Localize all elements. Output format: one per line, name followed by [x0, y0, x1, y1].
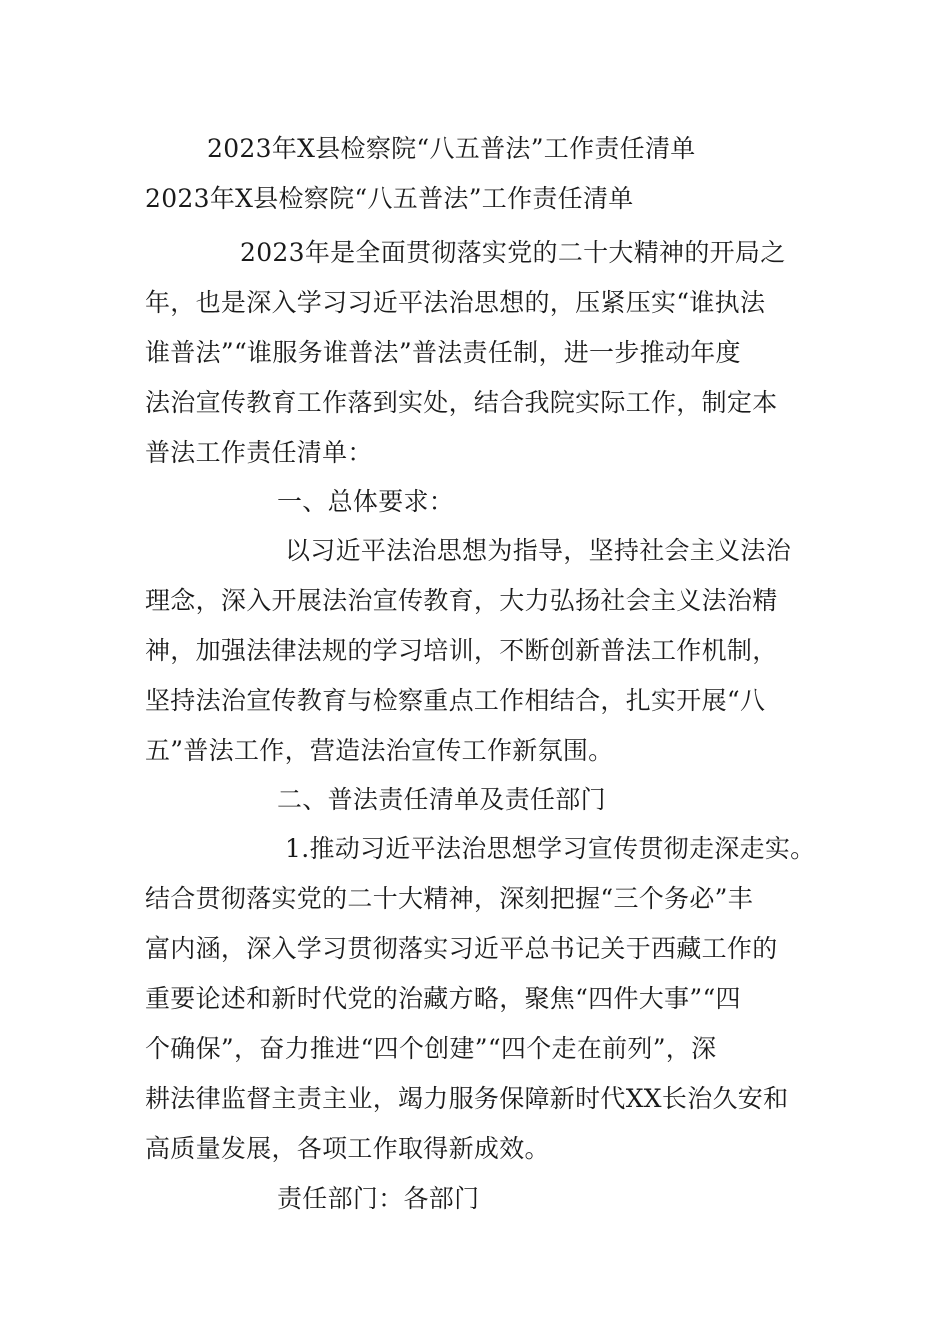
intro-line-5: 普法工作责任清单：	[145, 438, 373, 467]
section1-heading: 一、总体要求：	[277, 487, 455, 516]
intro-line-4: 法治宣传教育工作落到实处，结合我院实际工作，制定本	[145, 388, 778, 417]
section1-line-1: 以习近平法治思想为指导，坚持社会主义法治	[285, 536, 792, 565]
item1-line-3: 富内涵，深入学习贯彻落实习近平总书记关于西藏工作的	[145, 934, 778, 963]
document-subtitle: 2023年X县检察院“八五普法”工作责任清单	[145, 184, 634, 213]
item1-department: 责任部门：各部门	[277, 1184, 480, 1213]
section2-heading: 二、普法责任清单及责任部门	[277, 785, 606, 814]
item1-line-2: 结合贯彻落实党的二十大精神，深刻把握“三个务必”丰	[145, 884, 754, 913]
item1-line-7: 高质量发展，各项工作取得新成效。	[145, 1134, 550, 1163]
item1-line-5: 个确保”，奋力推进“四个创建”“四个走在前列”，深	[145, 1034, 717, 1063]
intro-line-2: 年，也是深入学习习近平法治思想的，压紧压实“谁执法	[145, 288, 766, 317]
intro-line-3: 谁普法”“谁服务谁普法”普法责任制，进一步推动年度	[145, 338, 741, 367]
item1-line-4: 重要论述和新时代党的治藏方略，聚焦“四件大事”“四	[145, 984, 741, 1013]
intro-line-1: 2023年是全面贯彻落实党的二十大精神的开局之	[240, 238, 786, 267]
document-title: 2023年X县检察院“八五普法”工作责任清单	[207, 134, 696, 163]
section1-line-4: 坚持法治宣传教育与检察重点工作相结合，扎实开展“八	[145, 686, 766, 715]
item1-line-6: 耕法律监督主责主业，竭力服务保障新时代XX长治久安和	[145, 1084, 789, 1113]
section1-line-3: 神，加强法律法规的学习培训，不断创新普法工作机制，	[145, 636, 778, 665]
section1-line-2: 理念，深入开展法治宣传教育，大力弘扬社会主义法治精	[145, 586, 778, 615]
item1-line-1: 1.推动习近平法治思想学习宣传贯彻走深走实。	[285, 834, 816, 863]
section1-line-5: 五”普法工作，营造法治宣传工作新氛围。	[145, 736, 614, 765]
